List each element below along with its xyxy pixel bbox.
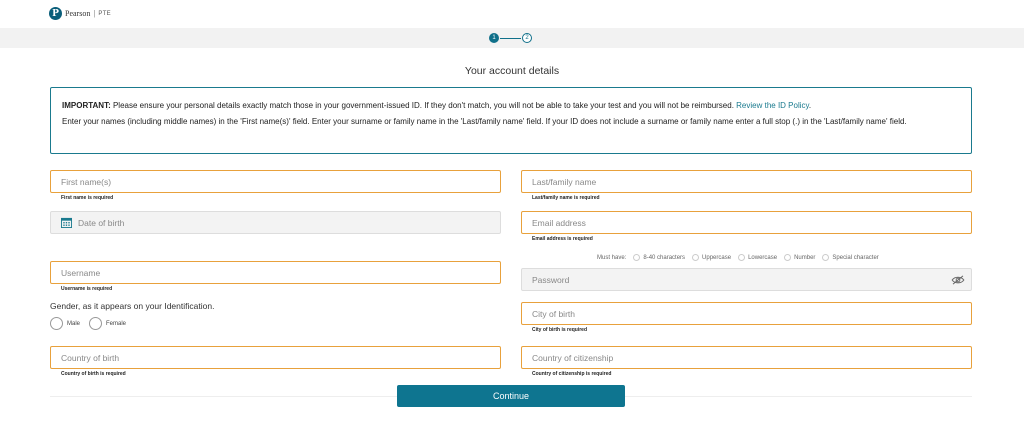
important-notice [50, 87, 972, 154]
email-placeholder: Email address [532, 217, 586, 228]
rule-lowercase-label: Lowercase [748, 254, 778, 261]
rule-length-label: 8-40 characters [643, 254, 686, 261]
notice-important-line [62, 100, 960, 111]
username-error: Username is required [61, 286, 113, 292]
date-of-birth-input[interactable] [50, 211, 501, 234]
rule-number-indicator-icon [784, 254, 791, 261]
step-connector [500, 38, 521, 39]
gender-option-male[interactable] [50, 317, 80, 330]
country-of-birth-placeholder: Country of birth [61, 352, 120, 363]
rule-length-indicator-icon [633, 254, 640, 261]
last-name-input[interactable] [521, 170, 972, 193]
female-label: Female [106, 320, 127, 327]
continue-button[interactable]: Continue [397, 385, 625, 407]
username-placeholder: Username [61, 267, 101, 278]
notice-names-text: Enter your names (including middle names) in the 'First name(s)' field. Enter your surname or family name in the 'Last/family name' field. If your ID does not include a surname or family name enter a full stop (.) in the 'Last/family name' field. [62, 117, 907, 126]
last-name-error: Last/family name is required [532, 195, 600, 201]
country-of-birth-input[interactable] [50, 346, 501, 369]
rule-uppercase-label: Uppercase [702, 254, 732, 261]
password-input[interactable] [521, 268, 972, 291]
rule-special-indicator-icon [822, 254, 829, 261]
male-radio[interactable] [50, 317, 63, 330]
city-of-birth-error: City of birth is required [532, 327, 588, 333]
country-of-birth-error: Country of birth is required [61, 371, 126, 377]
female-radio[interactable] [89, 317, 102, 330]
rule-uppercase-indicator-icon [692, 254, 699, 261]
step-1-indicator: 1 [489, 33, 499, 43]
username-input[interactable] [50, 261, 501, 284]
last-name-placeholder: Last/family name [532, 176, 597, 187]
email-error: Email address is required [532, 236, 593, 242]
step-2-indicator: 2 [522, 33, 532, 43]
rule-number-label: Number [794, 254, 816, 261]
password-placeholder: Password [532, 274, 570, 285]
rule-special [822, 254, 878, 261]
logo-separator: | [93, 9, 96, 18]
rule-length [633, 254, 685, 261]
email-input[interactable] [521, 211, 972, 234]
gender-label: Gender, as it appears on your Identification. [50, 301, 215, 311]
date-of-birth-placeholder: Date of birth [78, 217, 125, 228]
pearson-p-icon: P [49, 7, 62, 20]
rule-lowercase [738, 254, 777, 261]
gender-option-female[interactable] [89, 317, 126, 330]
calendar-icon[interactable] [61, 217, 72, 228]
review-id-policy-link[interactable]: Review the ID Policy [736, 101, 809, 110]
pearson-logo[interactable] [49, 7, 111, 20]
rule-lowercase-indicator-icon [738, 254, 745, 261]
notice-link-suffix: . [808, 101, 812, 110]
male-label: Male [67, 320, 81, 327]
country-of-citizenship-placeholder: Country of citizenship [532, 352, 614, 363]
brand-product: PTE [98, 10, 111, 17]
city-of-birth-placeholder: City of birth [532, 308, 575, 319]
page-title: Your account details [464, 65, 560, 77]
first-name-placeholder: First name(s) [61, 176, 112, 187]
hide-password-eye-icon[interactable] [951, 275, 965, 285]
brand-name: Pearson [65, 9, 91, 18]
rule-number [784, 254, 815, 261]
city-of-birth-input[interactable] [521, 302, 972, 325]
rule-uppercase [692, 254, 731, 261]
country-of-citizenship-input[interactable] [521, 346, 972, 369]
rule-special-label: Special character [832, 254, 879, 261]
country-of-citizenship-error: Country of citizenship is required [532, 371, 612, 377]
first-name-input[interactable] [50, 170, 501, 193]
first-name-error: First name is required [61, 195, 114, 201]
top-bar [0, 0, 1024, 28]
notice-important-label: IMPORTANT: [62, 101, 111, 110]
notice-important-text: Please ensure your personal details exactly match those in your government-issued ID. If they don't match, you will not be able to take your test and you will not be reimbursed. [110, 101, 737, 110]
password-rules-label: Must have: [597, 254, 627, 261]
password-rules [597, 254, 879, 261]
